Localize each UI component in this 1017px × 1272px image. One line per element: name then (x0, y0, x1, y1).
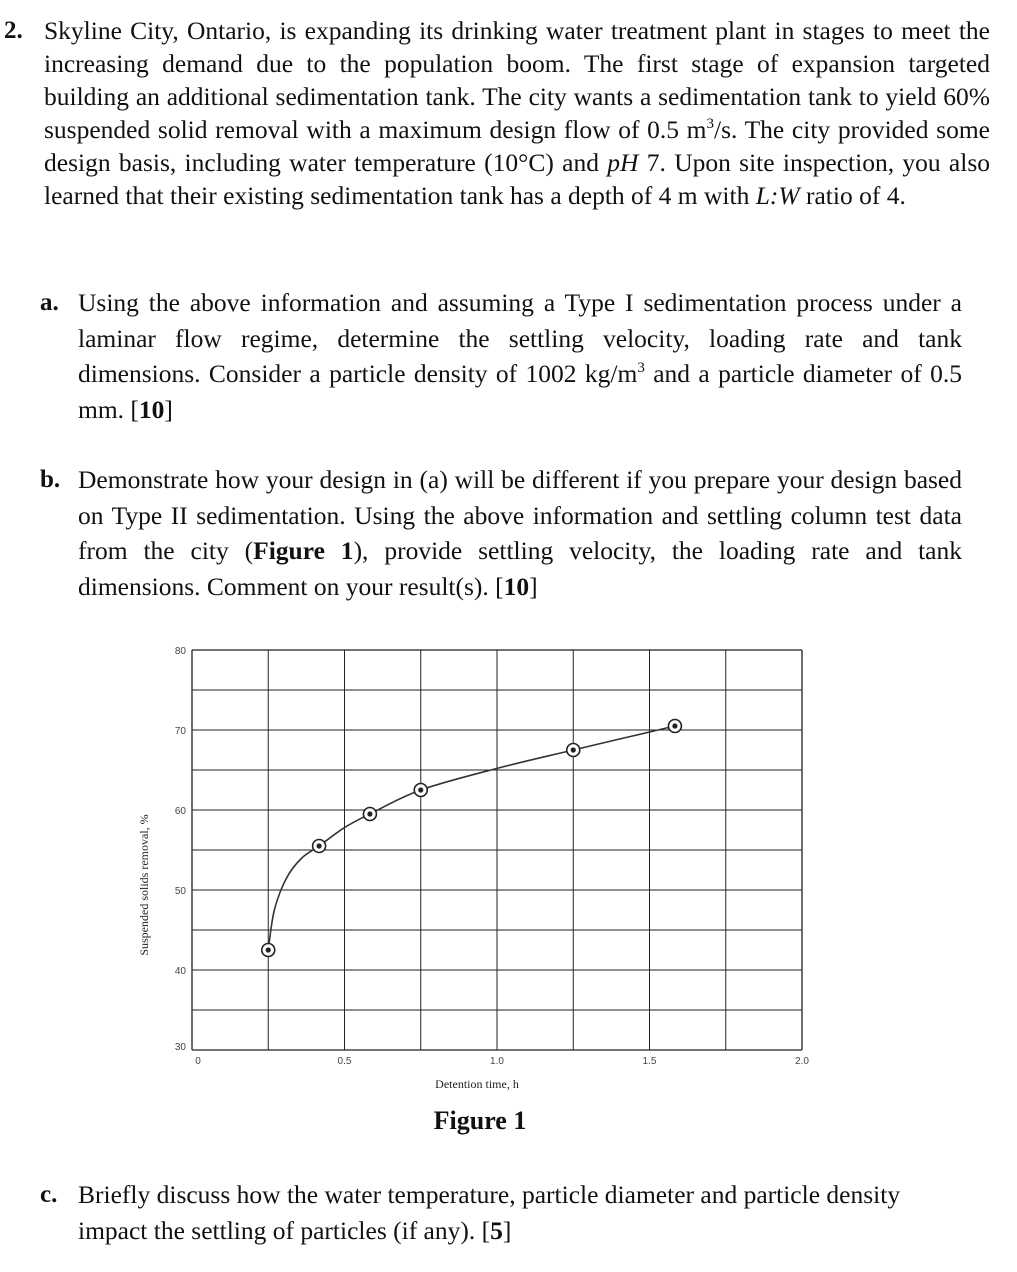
data-point-center (266, 947, 271, 952)
x-tick-label: 0 (195, 1056, 201, 1067)
intro-lw: L:W (755, 181, 800, 210)
figure-1-chart (130, 636, 820, 1106)
part-b-text-1: Demonstrate how your design in (a) will be different if you prepare your design based on Type II sedimentation. Using the above information and settling column test data from the city ( (78, 465, 962, 565)
x-tick-label: 0.5 (337, 1056, 352, 1067)
data-point-center (571, 747, 576, 752)
question-2 (0, 14, 990, 212)
y-tick-label: 60 (174, 806, 186, 817)
figure-caption: Figure 1 (433, 1106, 527, 1135)
data-point-center (316, 843, 321, 848)
intro-text-2: /s. The city provided some design basis, including water temperature (10°C) and (44, 115, 990, 177)
x-axis-label: Detention time, h (435, 1077, 519, 1091)
intro-text-1: Skyline City, Ontario, is expanding its drinking water treatment plant in stages to meet the increasing demand due to the population boom. The first stage of expansion targeted building an additional sedimentation tank. The city wants a sedimentation tank to yield 60% suspended solid removal with a maximum design flow of 0.5 m (44, 16, 990, 144)
question-number: 2. (4, 17, 23, 44)
part-b-figure-ref: Figure 1 (253, 536, 354, 565)
y-axis-label: Suspended solids removal, % (137, 814, 151, 956)
y-tick-label: 80 (174, 646, 186, 657)
part-b-label: b. (40, 466, 61, 493)
chart-ticks (175, 646, 810, 1067)
intro-ph: pH (607, 148, 639, 177)
part-c-text (78, 1177, 962, 1248)
part-c-close: ] (502, 1215, 512, 1245)
y-tick-label: 50 (174, 886, 186, 897)
part-c-marks: 5 (490, 1215, 503, 1245)
part-a-text-1: Using the above information and assuming a Type I sedimentation process under a laminar flow regime, determine the settling velocity, loading rate and tank dimensions. Consider a particle density of 1002 kg/m (78, 288, 962, 388)
chart-grid (192, 650, 802, 1050)
part-c (40, 1177, 962, 1248)
intro-text-3: 7. Upon site inspection, you also learned that their existing sedimentation tank has a depth of 4 m with (44, 148, 991, 210)
y-tick-label: 30 (174, 1042, 186, 1053)
part-b-close: ] (529, 571, 538, 601)
part-b (40, 462, 962, 604)
part-a-text-2: and a particle diameter of 0.5 mm. [ (78, 359, 962, 424)
part-a-superscript: 3 (637, 360, 645, 376)
part-b-text-2: ), provide settling velocity, the loading rate and tank dimensions. Comment on your result(s). [ (78, 536, 962, 601)
part-a-close: ] (164, 394, 173, 424)
x-tick-label: 2.0 (795, 1056, 809, 1067)
question-intro (44, 14, 990, 212)
intro-superscript: 3 (706, 116, 714, 132)
data-point-center (367, 811, 372, 816)
intro-text-4: ratio of 4. (799, 181, 906, 210)
part-a-marks: 10 (138, 394, 165, 424)
x-tick-label: 1.5 (642, 1056, 657, 1067)
part-c-label: c. (40, 1181, 58, 1208)
part-a-label: a. (40, 289, 59, 316)
data-point-center (418, 787, 423, 792)
fit-curve (268, 726, 675, 950)
y-tick-label: 70 (174, 726, 186, 737)
part-b-text (78, 462, 962, 604)
part-a (40, 285, 962, 427)
x-tick-label: 1.0 (490, 1056, 504, 1067)
y-tick-label: 40 (174, 966, 186, 977)
data-point-center (672, 723, 677, 728)
part-b-marks: 10 (503, 571, 530, 601)
data-points (262, 720, 682, 957)
part-a-text (78, 285, 962, 427)
part-c-text-1: Briefly discuss how the water temperature, particle diameter and particle density impact the settling of particles (if any). [ (78, 1180, 901, 1245)
